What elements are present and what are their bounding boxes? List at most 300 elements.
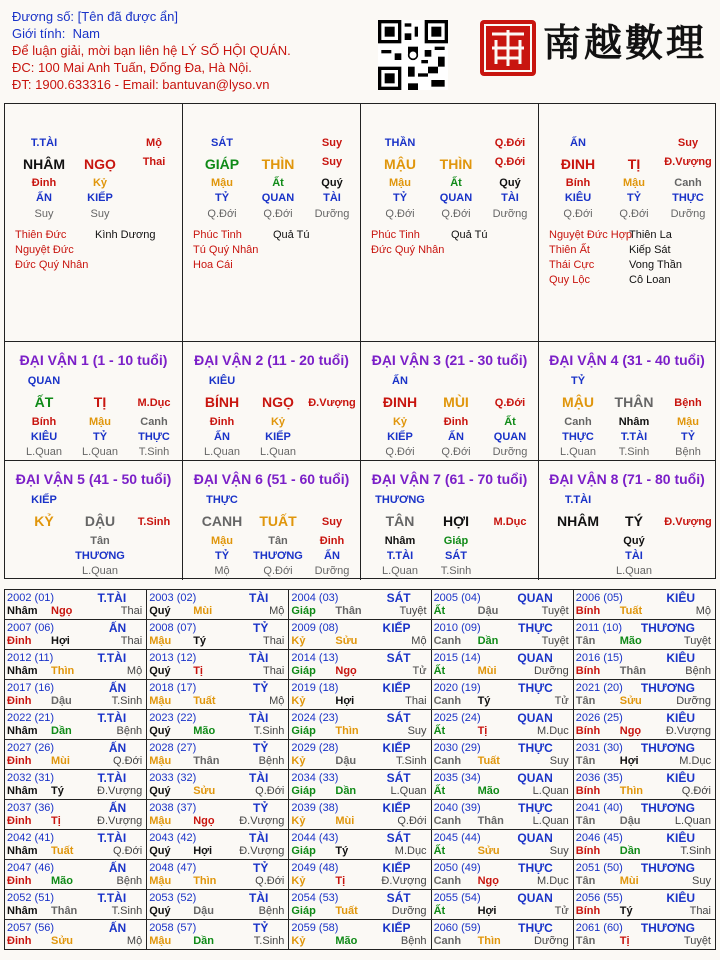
dai-van-title: ĐẠI VẬN 3 (21 - 30 tuổi)	[371, 352, 528, 368]
year-stage: T.Sinh	[111, 905, 143, 917]
pillar-value: Suy	[34, 208, 54, 220]
year-branch: Thìn	[619, 785, 643, 797]
shen-sha-star: Phúc Tinh	[193, 229, 242, 241]
shen-sha-star: Đức Quý Nhân	[371, 244, 445, 256]
dai-van-ten-god: THỰC	[138, 431, 170, 443]
dai-van-top-god: THỰC	[206, 494, 238, 506]
year-cell	[573, 650, 715, 680]
shen-sha-star: Thiên La	[629, 229, 672, 241]
shen-sha-star: Nguyệt Đức Hợp	[549, 229, 633, 241]
year-stem: Nhâm	[7, 605, 38, 617]
year-stem: Canh	[433, 695, 462, 707]
year-branch: Sửu	[335, 635, 358, 647]
year-branch: Thân	[619, 665, 647, 677]
year-cell-content	[147, 830, 288, 859]
year-branch: Mão	[51, 875, 73, 887]
year-stage: Tử	[554, 905, 569, 917]
year-branch: Dần	[193, 935, 214, 947]
year-label: 2046 (45)	[575, 832, 623, 844]
dai-van-stage: L.Quan	[615, 565, 653, 577]
year-branch: Mão	[335, 935, 358, 947]
year-stem: Mậu	[149, 755, 172, 767]
year-branch: Thân	[477, 815, 504, 827]
year-branch: Tị	[477, 725, 488, 737]
year-stage: T.Sinh	[253, 725, 285, 737]
year-cell	[431, 830, 573, 860]
pillar-value: Mậu	[389, 177, 411, 189]
dai-van-top-god: ẤN	[392, 375, 408, 387]
year-ten-god: TỶ	[253, 861, 269, 875]
year-stem: Canh	[433, 635, 462, 647]
year-cell	[573, 830, 715, 860]
year-stage: Dưỡng	[676, 695, 711, 707]
year-stem: Ất	[433, 785, 446, 797]
year-stage: Dưỡng	[533, 935, 569, 947]
year-stem: Mậu	[149, 815, 172, 827]
year-cell-content	[147, 680, 288, 709]
pillar-value: Q.Đới	[263, 208, 293, 220]
year-label: 2012 (11)	[7, 652, 54, 664]
year-ten-god: QUAN	[517, 891, 553, 905]
year-cell	[289, 800, 431, 830]
dai-van-stage: Q.Đới	[263, 565, 293, 577]
year-cell-content	[5, 710, 146, 739]
year-cell-content	[574, 620, 715, 649]
dai-van-truong-sinh: Bệnh	[674, 397, 702, 409]
year-cell	[573, 590, 715, 620]
year-stage: Bệnh	[258, 755, 285, 767]
dai-van-stage: L.Quan	[381, 565, 419, 577]
year-cell	[147, 890, 289, 920]
year-cell-content	[147, 890, 288, 919]
year-stage: Mộ	[269, 695, 285, 707]
dai-van-cell	[361, 342, 539, 461]
year-cell	[289, 680, 431, 710]
year-ten-god: KIẾP	[382, 801, 411, 815]
year-branch: Tý	[193, 635, 207, 647]
shen-sha-star: Hoa Cái	[193, 259, 233, 271]
year-cell-content	[5, 890, 146, 919]
year-cell	[147, 860, 289, 890]
year-cell	[431, 620, 573, 650]
year-stage: Dưỡng	[391, 905, 427, 917]
year-cell	[5, 650, 147, 680]
year-cell-content	[289, 710, 430, 739]
year-stem: Tân	[575, 815, 596, 827]
address-line: ĐC: 100 Mai Anh Tuấn, Đống Đa, Hà Nội.	[12, 60, 252, 75]
pillar-value: Thai	[142, 156, 166, 168]
year-stage: Mộ	[269, 605, 285, 617]
year-branch: Hợi	[51, 635, 70, 647]
year-ten-god: ẤN	[108, 861, 127, 875]
year-branch: Hợi	[193, 845, 213, 857]
year-cell	[431, 770, 573, 800]
pillar-value: Q.Đới	[494, 137, 526, 149]
red-seal-icon	[478, 18, 538, 78]
year-cell	[431, 890, 573, 920]
year-ten-god: THỰC	[518, 681, 553, 695]
year-ten-god: KIẾP	[382, 741, 411, 755]
dai-van-hidden-stem: Nhâm	[384, 535, 416, 547]
dai-van-top-god: KIÊU	[208, 375, 236, 387]
year-cell-content	[574, 830, 715, 859]
dai-van-stage: Q.Đới	[385, 446, 415, 458]
year-stem: Nhâm	[7, 905, 38, 917]
year-cell	[573, 740, 715, 770]
dai-van-hidden-stem: Đinh	[209, 416, 235, 428]
year-stage: Tuyệt	[541, 605, 569, 617]
pillar-value: Canh	[674, 177, 702, 189]
year-row	[5, 680, 716, 710]
pillar-value: ẤN	[36, 192, 52, 204]
owner-value: [Tên đã được ẩn]	[77, 9, 178, 24]
year-ten-god: SÁT	[386, 891, 411, 905]
year-ten-god: THỰC	[518, 621, 553, 635]
pillar-value: TỊ	[627, 156, 641, 172]
year-stem: Quý	[149, 725, 171, 737]
dai-van-cell	[183, 461, 361, 580]
pillar-value: ĐINH	[560, 156, 596, 172]
pillar-cell	[5, 104, 183, 342]
year-branch: Tị	[335, 875, 346, 887]
dai-van-hidden-stem: Mậu	[211, 535, 233, 547]
year-stage: Tuyệt	[541, 635, 569, 647]
year-row	[5, 890, 716, 920]
year-stem: Ất	[433, 725, 446, 737]
dai-van-hidden-stem: Ất	[504, 416, 516, 428]
dai-van-chi: HỢI	[443, 513, 469, 529]
year-cell	[5, 620, 147, 650]
year-stem: Ất	[433, 605, 446, 617]
year-ten-god: QUAN	[517, 711, 553, 725]
dai-van-chi: THÂN	[614, 394, 654, 410]
year-cell-content	[289, 620, 430, 649]
year-ten-god: KIÊU	[666, 831, 695, 845]
year-branch: Dần	[335, 785, 357, 797]
year-branch: Tuất	[477, 755, 500, 767]
year-cell	[5, 680, 147, 710]
year-ten-god: T.TÀI	[97, 591, 127, 605]
pillar-value: Suy	[321, 137, 343, 149]
year-cell-content	[432, 710, 573, 739]
year-stage: Bệnh	[258, 905, 285, 917]
dai-van-ten-god: TỶ	[680, 431, 696, 443]
year-label: 2002 (01)	[7, 592, 55, 604]
pillar-value: T.TÀI	[30, 137, 58, 149]
dai-van-truong-sinh: M.Dục	[137, 397, 171, 409]
year-cell	[573, 860, 715, 890]
year-stem: Giáp	[291, 905, 316, 917]
year-stem: Tân	[575, 875, 596, 887]
year-ten-god: KIÊU	[666, 711, 695, 725]
year-cell-content	[5, 830, 146, 859]
year-ten-god: KIÊU	[666, 591, 695, 605]
year-stem: Bính	[575, 785, 601, 797]
pillar-value: KIẾP	[87, 192, 113, 204]
dai-van-top-god: TỶ	[570, 375, 586, 387]
year-cell	[5, 590, 147, 620]
dai-van-truong-sinh: M.Dục	[493, 516, 527, 528]
year-row	[5, 710, 716, 740]
year-cell-content	[432, 770, 573, 799]
year-cell	[431, 800, 573, 830]
year-branch: Ngọ	[477, 875, 499, 887]
year-cell	[5, 800, 147, 830]
year-stage: Thai	[120, 605, 143, 617]
year-stage: M.Dục	[536, 725, 569, 737]
dai-van-can: ĐINH	[382, 394, 418, 410]
dai-van-ten-god: TỶ	[92, 431, 108, 443]
year-stage: Đ.Vượng	[239, 845, 285, 857]
year-label: 2039 (38)	[291, 802, 339, 814]
year-stem: Đinh	[7, 875, 32, 887]
year-stem: Quý	[149, 665, 171, 677]
year-cell	[147, 650, 289, 680]
year-row	[5, 620, 716, 650]
year-ten-god: KIẾP	[382, 861, 411, 875]
year-cell	[573, 800, 715, 830]
dai-van-chi: DẬU	[84, 513, 116, 529]
year-cell-content	[432, 860, 573, 889]
year-branch: Dần	[51, 725, 72, 737]
dai-van-hidden-stem: Mậu	[89, 416, 111, 428]
year-stage: Mộ	[695, 605, 711, 617]
year-label: 2023 (22)	[149, 712, 197, 724]
year-stage: Suy	[407, 725, 427, 737]
year-cell-content	[574, 770, 715, 799]
shen-sha-star: Thái Cực	[549, 259, 595, 271]
year-cell-content	[574, 890, 715, 919]
year-stem: Ất	[433, 665, 446, 677]
dai-van-title: ĐẠI VẬN 4 (31 - 40 tuổi)	[549, 352, 705, 368]
year-cell	[147, 920, 289, 950]
year-ten-god: KIẾP	[382, 621, 411, 635]
qr-code-icon	[378, 20, 448, 90]
shen-sha-star: Kiếp Sát	[629, 244, 671, 256]
dai-van-ten-god: QUAN	[493, 431, 527, 443]
pillar-value: Q.Đới	[207, 208, 237, 220]
year-label: 2010 (09)	[433, 622, 481, 634]
pillar-value: Ất	[450, 177, 462, 189]
year-stage: L.Quan	[390, 785, 427, 797]
year-branch: Tuất	[335, 905, 358, 917]
year-label: 2006 (05)	[575, 592, 623, 604]
year-cell-content	[5, 620, 146, 649]
dai-van-hidden-stem: Tân	[268, 535, 288, 547]
dai-van-title: ĐẠI VẬN 6 (51 - 60 tuổi)	[193, 471, 350, 487]
pillar-cell	[539, 104, 715, 342]
year-stem: Mậu	[149, 695, 172, 707]
year-ten-god: KIẾP	[382, 921, 411, 935]
year-ten-god: SÁT	[386, 591, 411, 605]
year-stage: Thai	[262, 665, 285, 677]
year-label: 2016 (15)	[575, 652, 623, 664]
pillar-value: Quý	[321, 177, 343, 189]
dai-van-top-god: THƯƠNG	[375, 494, 425, 506]
dai-van-hidden-stem: Kỷ	[270, 416, 286, 428]
pillar-value: THỰC	[672, 192, 704, 204]
year-cell	[5, 860, 147, 890]
year-ten-god: TÀI	[249, 831, 269, 845]
contact-line: Để luận giải, mời bạn liên hệ LÝ SỐ HỘI QUÁN.	[12, 43, 291, 58]
year-cell	[289, 650, 431, 680]
year-label: 2019 (18)	[291, 682, 339, 694]
year-label: 2057 (56)	[7, 922, 55, 934]
year-label: 2041 (40)	[575, 802, 623, 814]
year-stem: Mậu	[149, 635, 172, 647]
dai-van-cell	[5, 461, 183, 580]
year-label: 2026 (25)	[575, 712, 623, 724]
year-stem: Quý	[149, 845, 171, 857]
year-cell-content	[432, 740, 573, 769]
dai-van-stage: L.Quan	[559, 446, 597, 458]
year-stem: Mậu	[149, 935, 172, 947]
year-ten-god: T.TÀI	[97, 651, 127, 665]
year-stage: Đ.Vượng	[665, 725, 711, 737]
owner-label: Đương số:	[12, 9, 75, 24]
dai-van-can: ẤT	[34, 394, 54, 410]
year-stem: Đinh	[7, 635, 32, 647]
year-ten-god: KIẾP	[382, 681, 411, 695]
year-ten-god: THƯƠNG	[640, 681, 695, 695]
year-label: 2040 (39)	[433, 802, 481, 814]
year-stage: Tử	[554, 695, 569, 707]
shen-sha-star: Thiên Đức	[15, 229, 67, 241]
pillar-value: NGỌ	[84, 156, 116, 172]
year-ten-god: THỰC	[518, 741, 553, 755]
dai-van-ten-god: TÀI	[625, 550, 643, 562]
dai-van-title: ĐẠI VẬN 2 (11 - 20 tuổi)	[194, 352, 349, 368]
dai-van-ten-god: THƯƠNG	[75, 550, 125, 562]
year-label: 2031 (30)	[575, 742, 623, 754]
year-cell	[431, 710, 573, 740]
dai-van-hidden-stem: Kỷ	[392, 416, 408, 428]
year-stage: T.Sinh	[395, 755, 427, 767]
year-cell-content	[147, 800, 288, 829]
year-cell	[573, 620, 715, 650]
year-stage: M.Dục	[394, 845, 427, 857]
year-ten-god: TỶ	[253, 801, 269, 815]
pillar-value: MẬU	[384, 156, 416, 172]
year-label: 2004 (03)	[291, 592, 339, 604]
dai-van-cell	[183, 342, 361, 461]
year-cell	[147, 620, 289, 650]
year-stage: L.Quan	[674, 815, 711, 827]
year-label: 2061 (60)	[575, 922, 623, 934]
year-stage: Q.Đới	[112, 755, 143, 767]
year-ten-god: T.TÀI	[97, 711, 127, 725]
year-branch: Sửu	[193, 785, 216, 797]
dai-van-truong-sinh: Đ.Vượng	[308, 397, 356, 409]
year-stem: Nhâm	[7, 665, 38, 677]
year-stem: Nhâm	[7, 785, 38, 797]
year-cell	[289, 710, 431, 740]
year-ten-god: ẤN	[108, 621, 127, 635]
shen-sha-star: Đức Quý Nhân	[15, 259, 89, 271]
year-cell-content	[289, 890, 430, 919]
year-row	[5, 860, 716, 890]
year-label: 2044 (43)	[291, 832, 339, 844]
year-label: 2021 (20)	[575, 682, 623, 694]
year-branch: Thìn	[335, 725, 359, 737]
year-stem: Kỷ	[291, 815, 306, 827]
year-cell-content	[289, 860, 430, 889]
year-cell	[5, 830, 147, 860]
year-row	[5, 770, 716, 800]
year-cell-content	[147, 920, 288, 949]
year-cell	[573, 710, 715, 740]
dai-van-stage: L.Quan	[259, 446, 297, 458]
year-stage: Mộ	[411, 635, 427, 647]
year-stem: Giáp	[291, 725, 316, 737]
year-branch: Mùi	[193, 605, 213, 617]
year-label: 2022 (21)	[7, 712, 55, 724]
year-stage: Đ.Vượng	[97, 815, 143, 827]
year-stem: Đinh	[7, 755, 32, 767]
year-label: 2054 (53)	[291, 892, 339, 904]
dai-van-can: BÍNH	[204, 394, 240, 410]
dai-van-title: ĐẠI VẬN 8 (71 - 80 tuổi)	[549, 471, 705, 487]
year-label: 2009 (08)	[291, 622, 339, 634]
shen-sha-star: Nguyệt Đức	[15, 244, 74, 256]
year-branch: Sửu	[477, 845, 500, 857]
year-cell-content	[289, 830, 430, 859]
pillar-value: Bính	[565, 177, 591, 189]
year-label: 2050 (49)	[433, 862, 481, 874]
dai-van-ten-god: KIẾP	[265, 431, 291, 443]
pillar-value: QUAN	[261, 192, 295, 204]
year-stem: Quý	[149, 605, 171, 617]
pillar-value: Đ.Vượng	[664, 156, 712, 168]
year-stem: Canh	[433, 875, 462, 887]
year-label: 2035 (34)	[433, 772, 481, 784]
dai-van-stage: T.Sinh	[440, 565, 472, 577]
year-label: 2052 (51)	[7, 892, 55, 904]
year-cell-content	[5, 770, 146, 799]
pillar-value: Kỷ	[92, 177, 108, 189]
year-label: 2059 (58)	[291, 922, 339, 934]
year-cell	[289, 830, 431, 860]
year-branch: Thìn	[51, 665, 75, 677]
year-label: 2014 (13)	[291, 652, 339, 664]
dai-van-hidden-stem: Tân	[90, 535, 110, 547]
dai-van-cell	[5, 342, 183, 461]
year-row	[5, 740, 716, 770]
year-stage: Q.Đới	[112, 845, 143, 857]
annual-luck-table	[4, 589, 716, 950]
year-cell	[573, 770, 715, 800]
dai-van-cell	[539, 461, 715, 580]
year-cell	[431, 650, 573, 680]
year-stem: Tân	[575, 755, 596, 767]
year-cell	[431, 920, 573, 950]
year-cell-content	[5, 860, 146, 889]
year-stage: Mộ	[126, 935, 143, 947]
dai-van-stage: L.Quan	[81, 565, 119, 577]
year-branch: Mão	[477, 785, 500, 797]
year-stem: Kỷ	[291, 635, 306, 647]
year-cell-content	[432, 830, 573, 859]
year-label: 2047 (46)	[7, 862, 55, 874]
year-stage: Thai	[405, 695, 427, 707]
pillar-value: TÀI	[501, 192, 519, 204]
year-branch: Ngọ	[335, 665, 357, 677]
year-ten-god: KIÊU	[666, 771, 695, 785]
year-stem: Nhâm	[7, 725, 38, 737]
year-stem: Giáp	[291, 605, 316, 617]
year-cell-content	[574, 680, 715, 709]
year-stage: Suy	[692, 875, 711, 887]
